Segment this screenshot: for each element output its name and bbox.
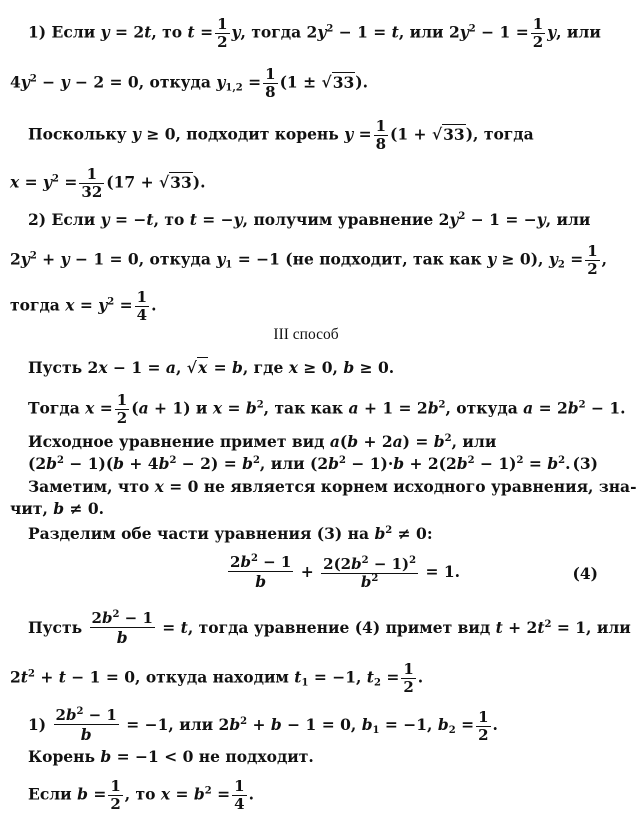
- fraction: $\frac{2b^2 - 1}{b}$: [230, 553, 292, 591]
- fraction: $\frac{1}{2}$: [116, 391, 128, 427]
- text-line-19: Корень b = −1 < 0 не подходит.: [28, 747, 314, 766]
- fraction: $\frac{2b^2 - 1}{b}$: [55, 706, 117, 744]
- text-line-10: Исходное уравнение примет вид $a(b + 2a) = b^2$, или: [28, 432, 497, 451]
- fraction: $\frac{1}{4}$: [136, 288, 148, 324]
- fraction: $\frac{1}{8}$: [375, 117, 387, 153]
- fraction: $\frac{1}{2}$: [110, 777, 121, 813]
- text-line-13: чит, b ≠ 0.: [10, 499, 105, 518]
- fraction: $\frac{1}{2}$: [478, 707, 489, 744]
- display-equation-4: $\frac{2b^2 - 1}{b}$ + $\frac{2(2b^2 - 1)^2}{b^2}$ = 1.: [230, 553, 461, 591]
- text-line-17: $2t^2 + t - 1 = 0$, откуда находим $t_1 = -1$, $t_2$ = $\frac{1}{2}$ .: [10, 660, 424, 696]
- text-line-14: Разделим обе части уравнения (3) на $b^2 \ne 0$:: [28, 524, 433, 543]
- fraction: $\frac{1}{2}$: [217, 15, 228, 51]
- text-line-18: 1) $\frac{2b^2 - 1}{b} = -1$, или $2b^2 + b - 1 = 0$, $b_1 = -1$, $b_2$ = $\frac{1}{2}$ .: [28, 706, 498, 744]
- fraction: $\frac{1}{4}$: [234, 777, 245, 813]
- fraction: $\frac{2(2b^2 - 1)^2}{b^2}$: [323, 554, 417, 591]
- section-heading: III способ: [273, 326, 339, 343]
- text-line-7: тогда $x = y^2$ = $\frac{1}{4}$ .: [10, 288, 157, 324]
- equation-number-4: (4): [572, 564, 598, 583]
- text-line-12: Заметим, что x = 0 не является корнем исходного уравнения, зна-: [28, 477, 637, 496]
- text-line-8: Пусть 2x − 1 = a, √x = b, где x ≥ 0, b ≥ 0.: [28, 358, 395, 377]
- fraction: $\frac{1}{2}$: [532, 15, 544, 51]
- fraction: $\frac{1}{8}$: [265, 65, 276, 101]
- text-line-1: 1) Если y = 2t, то t = $\frac{1}{2}$ y, тогда $2y^2 - 1 = t$, или $2y^2 - 1$ = $\frac{1}{2}$ y, или: [28, 15, 601, 51]
- text-line-3: Поскольку y ≥ 0, подходит корень y = $\frac{1}{8}$ (1 + √33), тогда: [28, 117, 534, 153]
- text-line-11: $(2b^2 - 1)(b + 4b^2 - 2) = b^2$, или $(2b^2 - 1)\cdot b + 2(2b^2 - 1)^2 = b^2$.: [28, 454, 571, 473]
- text-line-4: $x = y^2$ = $\frac{1}{32}$ (17 + √33).: [10, 165, 206, 201]
- equation-number-3: (3): [572, 454, 598, 473]
- text-line-6: $2y^2 + y - 1 = 0$, откуда $y_1 = -1$ (не подходит, так как y ≥ 0), $y_2$ = $\frac{1}{2}$ ,: [10, 242, 608, 278]
- text-line-20: Если b = $\frac{1}{2}$ , то $x = b^2$ = $\frac{1}{4}$ .: [28, 777, 254, 813]
- text-line-9: Тогда x = $\frac{1}{2}$ (a + 1) и $x = b^2$, так как $a + 1 = 2b^2$, откуда $a = 2b^2 - 1$.: [28, 391, 626, 427]
- fraction: $\frac{1}{2}$: [403, 660, 414, 696]
- fraction: $\frac{1}{2}$: [587, 242, 598, 278]
- text-line-5: 2) Если y = −t, то t = −y, получим уравнение $2y^2 - 1 = -y$, или: [28, 210, 591, 229]
- fraction: $\frac{1}{32}$: [81, 165, 103, 201]
- text-line-2: $4y^2 - y - 2 = 0$, откуда $y_{1,2}$ = $\frac{1}{8}$ (1 ± √33).: [10, 65, 368, 101]
- fraction: $\frac{2b^2 - 1}{b}$: [91, 609, 153, 647]
- text-line-16: Пусть $\frac{2b^2 - 1}{b} = t$, тогда уравнение (4) примет вид $t + 2t^2 = 1$, или: [28, 609, 631, 647]
